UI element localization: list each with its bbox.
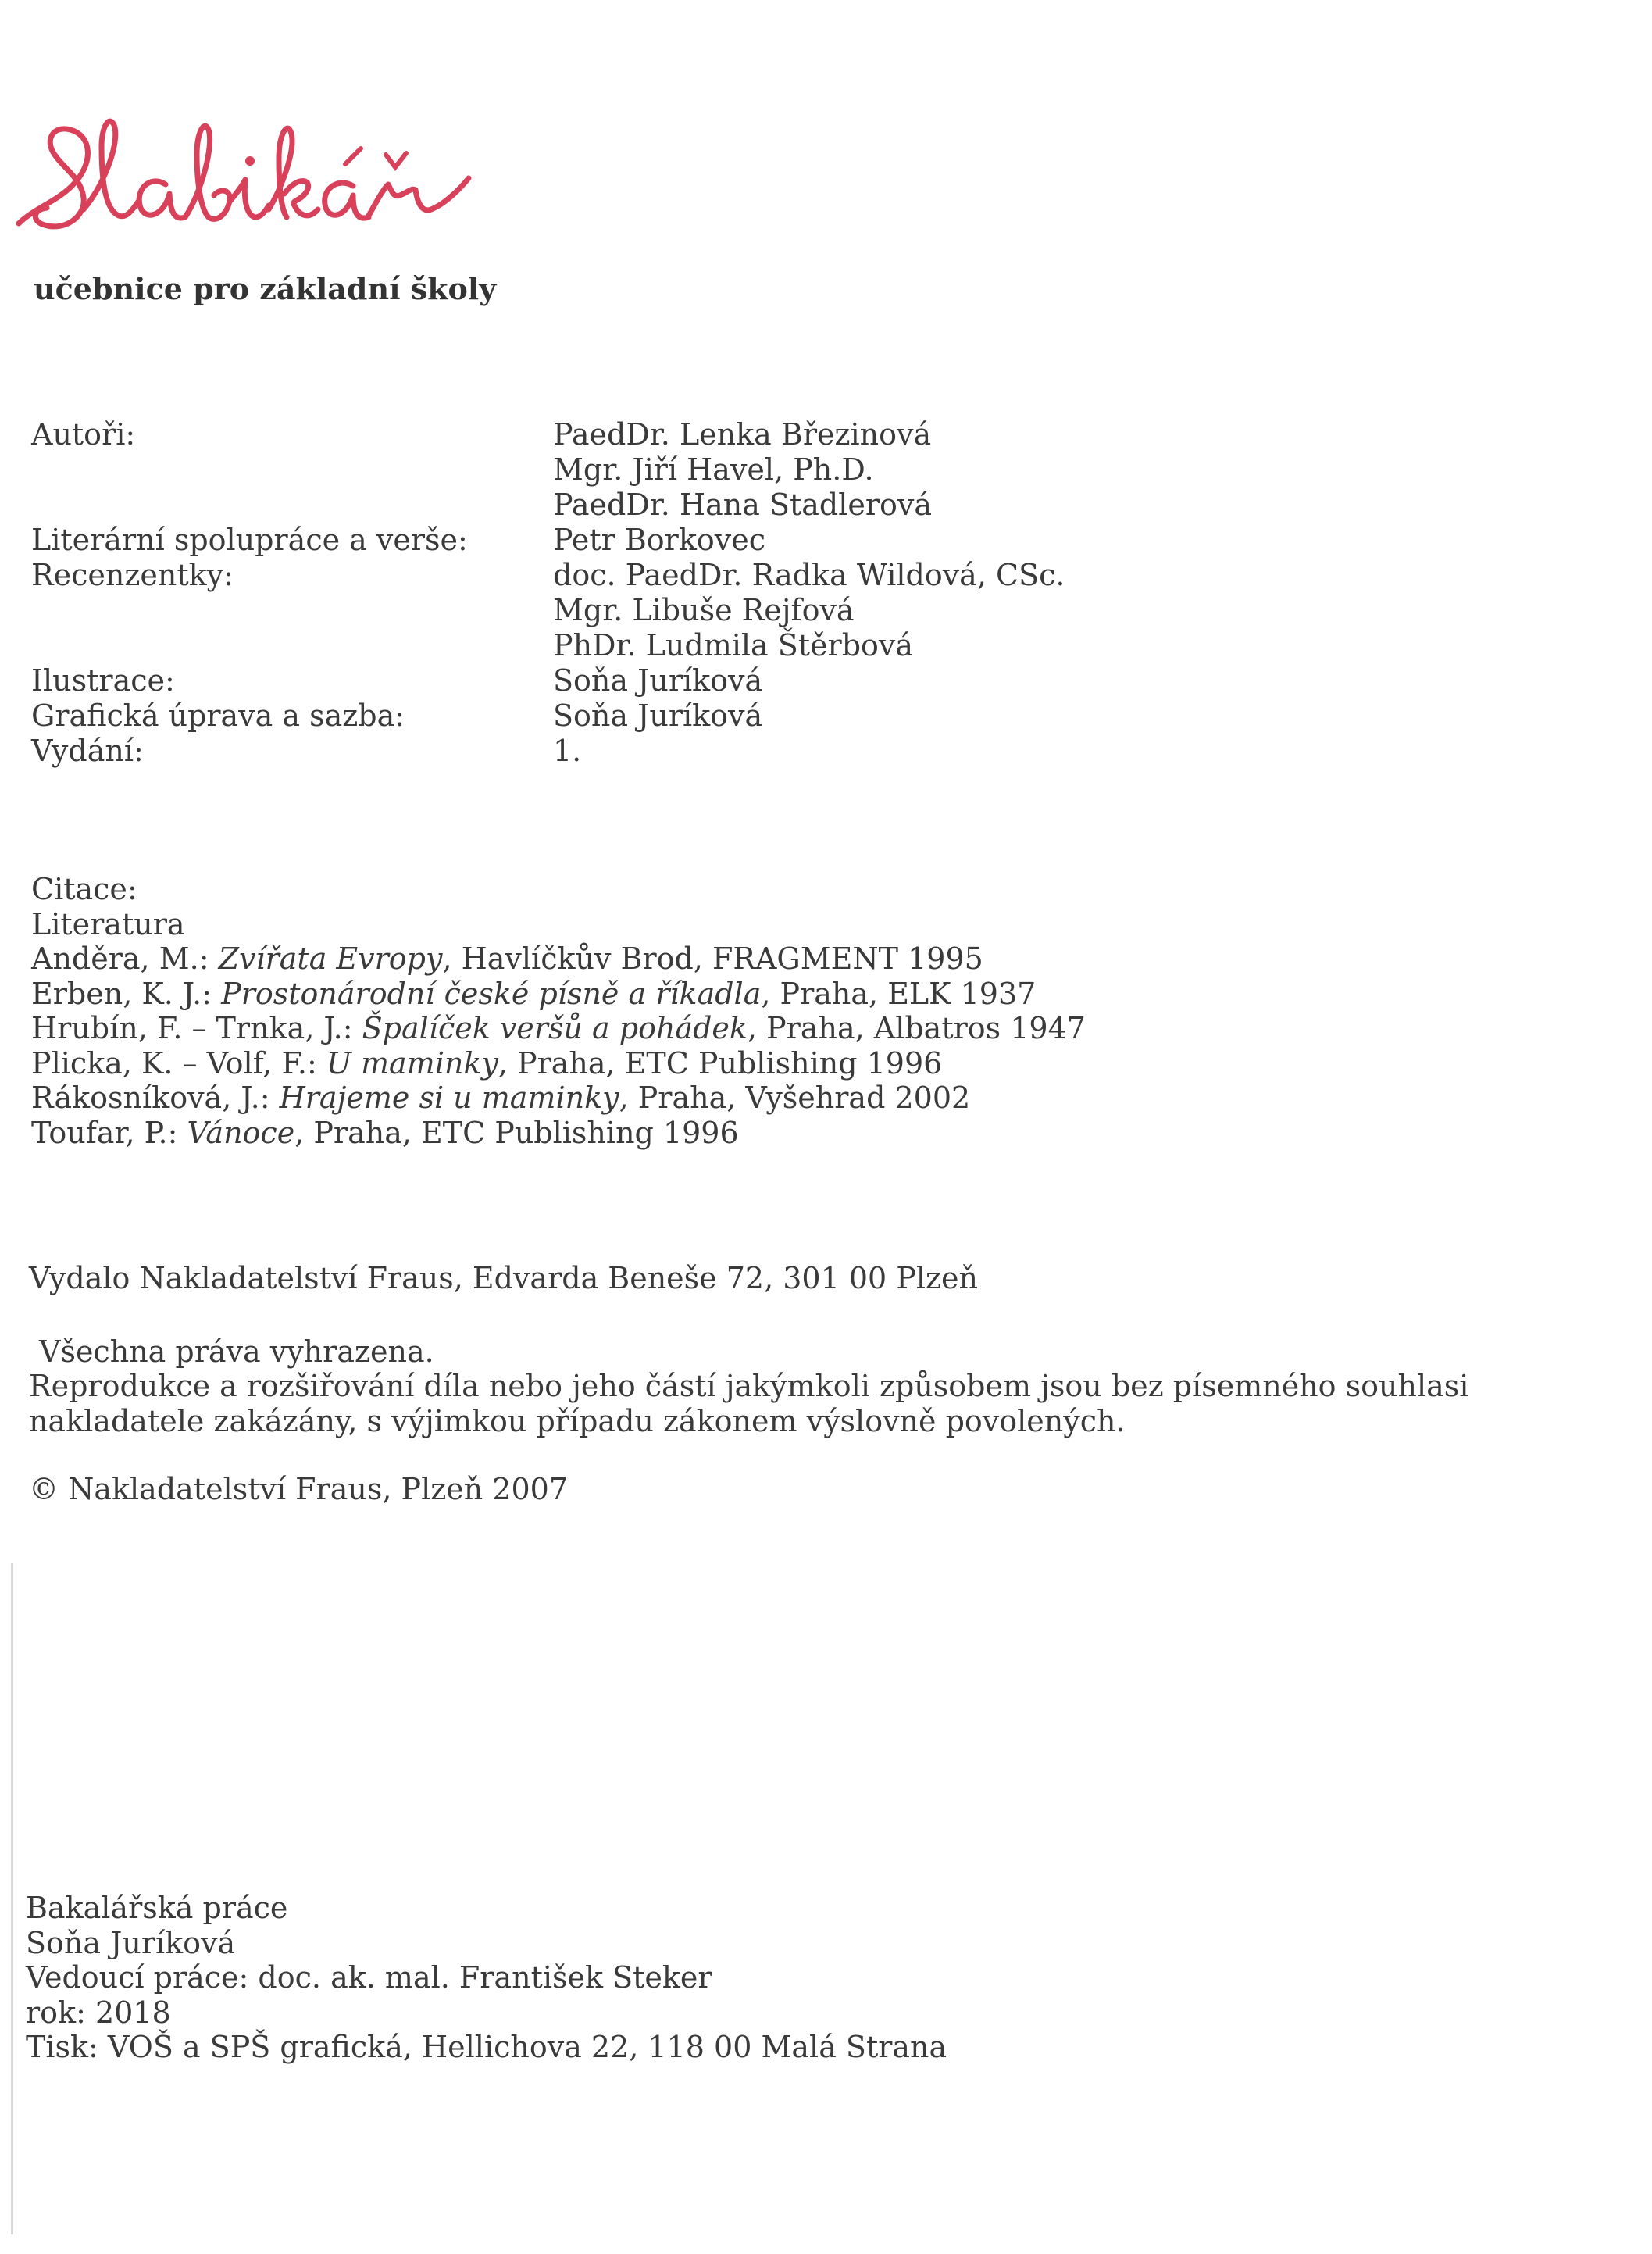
credit-values bbox=[553, 698, 762, 734]
credit-label: Vydání: bbox=[31, 734, 144, 768]
credit-value: PhDr. Ludmila Štěrbová bbox=[553, 628, 914, 663]
rights-title: Všechna práva vyhrazena. bbox=[39, 1334, 434, 1369]
citation-title: Hrajeme si u maminky bbox=[279, 1081, 619, 1115]
citation-item bbox=[31, 1046, 1086, 1081]
publisher-line: Vydalo Nakladatelství Fraus, Edvarda Beneše 72, 301 00 Plzeň bbox=[29, 1261, 978, 1295]
citation-title: Prostonárodní české písně a říkadla bbox=[221, 976, 762, 1011]
credit-row-illustrations bbox=[31, 663, 1065, 698]
credit-value: PaedDr. Hana Stadlerová bbox=[553, 488, 933, 522]
credit-row-edition bbox=[31, 734, 1065, 769]
citation-title: U maminky bbox=[326, 1045, 498, 1081]
thesis-line: Bakalářská práce bbox=[26, 1891, 288, 1925]
citation-title: Zvířata Evropy bbox=[218, 941, 443, 976]
citation-author: Anděra, M.: bbox=[31, 941, 219, 976]
credit-label: Recenzentky: bbox=[31, 558, 234, 592]
citation-details: , Praha, Albatros 1947 bbox=[747, 1011, 1086, 1045]
citation-author: Rákosníková, J.: bbox=[31, 1081, 280, 1115]
citation-author: Plicka, K. – Volf, F.: bbox=[31, 1045, 326, 1081]
credit-value: PaedDr. Lenka Březinová bbox=[553, 417, 932, 452]
credit-label: Literární spolupráce a verše: bbox=[31, 523, 468, 557]
credit-values bbox=[553, 558, 1065, 663]
credit-label: Grafická úprava a sazba: bbox=[31, 698, 405, 733]
thesis-line: Tisk: VOŠ a SPŠ grafická, Hellichova 22, 118 00 Malá Strana bbox=[26, 2030, 947, 2064]
credit-values bbox=[553, 523, 765, 558]
thesis-info bbox=[26, 1891, 947, 2065]
credit-label: Autoři: bbox=[31, 417, 136, 452]
citation-item bbox=[31, 1116, 1086, 1151]
credit-values bbox=[553, 417, 932, 523]
rights-line: nakladatele zakázány, s výjimkou případu zákonem výslovně povolených. bbox=[29, 1403, 1126, 1438]
citation-author: Toufar, P.: bbox=[31, 1115, 187, 1150]
credit-row-authors bbox=[31, 417, 1065, 523]
citations-section bbox=[31, 872, 1086, 1150]
credit-row-graphic-design bbox=[31, 698, 1065, 734]
citation-author: Erben, K. J.: bbox=[31, 976, 222, 1011]
credit-value: doc. PaedDr. Radka Wildová, CSc. bbox=[553, 558, 1065, 592]
credit-value: Petr Borkovec bbox=[553, 523, 765, 557]
citation-details: , Praha, ETC Publishing 1996 bbox=[498, 1045, 943, 1081]
rights-text bbox=[29, 1369, 1468, 1438]
citation-item bbox=[31, 941, 1086, 977]
citation-item bbox=[31, 1081, 1086, 1116]
citation-details: , Praha, ETC Publishing 1996 bbox=[294, 1115, 739, 1150]
thesis-line: rok: 2018 bbox=[26, 1995, 171, 2030]
citation-title: Špalíček veršů a pohádek bbox=[362, 1011, 748, 1045]
copyright-line: © Nakladatelství Fraus, Plzeň 2007 bbox=[29, 1472, 568, 1506]
thesis-line: Soňa Juríková bbox=[26, 1925, 236, 1960]
page-edge-shadow bbox=[11, 1563, 13, 2234]
citation-details: , Praha, Vyšehrad 2002 bbox=[619, 1081, 971, 1115]
credit-row-reviewers bbox=[31, 558, 1065, 663]
credit-values bbox=[553, 734, 581, 769]
citation-title: Vánoce bbox=[187, 1115, 295, 1150]
citation-author: Hrubín, F. – Trnka, J.: bbox=[31, 1011, 362, 1045]
citations-heading: Citace: bbox=[31, 872, 137, 906]
credit-label: Ilustrace: bbox=[31, 663, 175, 698]
thesis-line: Vedoucí práce: doc. ak. mal. František Steker bbox=[26, 1960, 712, 1995]
credit-row-literary bbox=[31, 523, 1065, 558]
credit-value: Soňa Juríková bbox=[553, 698, 763, 733]
citation-item bbox=[31, 1011, 1086, 1046]
citation-details: , Praha, ELK 1937 bbox=[761, 976, 1037, 1011]
citation-item bbox=[31, 977, 1086, 1012]
slabikar-logo bbox=[9, 92, 509, 241]
credit-values bbox=[553, 663, 762, 698]
credit-value: 1. bbox=[553, 734, 582, 768]
credit-value: Soňa Juríková bbox=[553, 663, 763, 698]
credit-value: Mgr. Libuše Rejfová bbox=[553, 593, 855, 627]
credit-value: Mgr. Jiří Havel, Ph.D. bbox=[553, 452, 874, 487]
citations-subheading: Literatura bbox=[31, 906, 185, 941]
credits-list bbox=[31, 417, 1065, 769]
book-subtitle: učebnice pro základní školy bbox=[34, 271, 497, 306]
citation-details: , Havlíčkův Brod, FRAGMENT 1995 bbox=[442, 941, 983, 976]
rights-line: Reprodukce a rozšiřování díla nebo jeho částí jakýmkoli způsobem jsou bez písemného souhlasi bbox=[29, 1369, 1469, 1403]
slabikar-script-logo bbox=[9, 92, 509, 241]
